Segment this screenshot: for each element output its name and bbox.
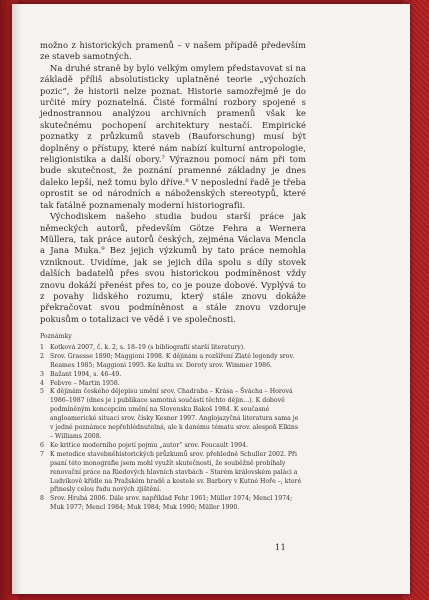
note-number: 1 (40, 343, 44, 351)
note-item (40, 442, 302, 451)
note-item (40, 344, 302, 353)
note-item (40, 371, 302, 380)
notes-list (40, 344, 302, 513)
note-number: 3 (40, 370, 44, 378)
note-number: 5 (40, 388, 44, 396)
note-text: Srov. Graesse 1890; Maggioni 1998. K dějinám a rozšíření Zlaté legendy srov. Reames 1985; Maggioni 1995. Ke kultu sv. Doroty srov. Wimmer 1986. (50, 352, 295, 369)
main-text (40, 40, 306, 325)
page-number: 11 (275, 543, 287, 552)
note-item (40, 451, 302, 496)
note-text: Kotková 2007, č. k. 2, s. 18–19 (s bibliografií starší literatury). (50, 343, 246, 351)
notes-heading: Poznámky (40, 333, 72, 340)
note-text: Febvre – Martin 1958. (50, 379, 120, 387)
note-number: 7 (40, 450, 44, 458)
footnotes (40, 333, 302, 513)
note-number: 6 (40, 441, 44, 449)
note-text: K dějinám českého dějepisu umění srov. Chadraba – Krása – Švácha – Horová 1986–1987 (dnes je i publikace samotná součástí těchto dějin…). K dobově podmíněným koncepcím umění na Slovensku Bakoš 1984. K současné angloamerické situaci srov. čísky Kesner 1997. Anglojazyčná literatura sama je v jedné poznámce nepřehlédnutelná, ale k danému tématu srov. alespoň Elkins – Williams 2008. (50, 388, 299, 440)
paragraph-3: Východiskem našeho studia budou starší práce jak německých autorů, především Götze Fehra a Wernera Müllera, tak práce autorů českých, zejména Václava Mencla a Jana Muka.⁹ Bez jejich výzkumů by tato práce nemohla vzniknout. Uvidíme, jak se jejich díla spolu s díly stovek dalších badatelů přes svou historickou podmíněnost vždy znovu dokáží přenést přes to, co je pouze dobové. Vyplývá to z povahy lidského rozumu, který stále znovu dokáže překračovat svou podmíněnost a stále znovu vzdoruje pokusům o totalizaci ve vědě i ve společnosti. (40, 211, 306, 324)
note-text: Srov. Hrubá 2006. Dále srov. například Fehr 1961; Müller 1974; Mencl 1974; Muk 1977; Mencl 1984; Muk 1984; Muk 1990; Müller 1990. (50, 495, 293, 512)
note-number: 8 (40, 495, 44, 503)
note-number: 2 (40, 352, 44, 360)
note-text: K metodice stavebněhistorických průzkumů srov. přehledně Schuller 2002. Při psaní této monografie jsem mohl využít skutečnosti, že souběžně probíhaly renovační práce na Riedových hlavních stavbách – Starém královském paláci a Ludvíkově křídle na Pražském hradě a kostele sv. Barbory v Kutné Hoře –, které přinesly celou řadu nových zjištění. (50, 450, 302, 494)
note-item (40, 495, 302, 513)
note-item (40, 353, 302, 371)
note-item (40, 388, 302, 441)
note-number: 4 (40, 379, 44, 387)
paragraph-2: Na druhé straně by bylo velkým omylem představovat si na základě příliš absolutisticky uplatněné teorie „výchozích pozic“, že historii nelze poznat. Historie samozřejmě je do určité míry poznatelná. Čisté formální rozbory spojené s jednostrannou analýzou archivních pramenů však ke skutečnému pochopení architektury nestačí. Empirické poznatky z průzkumů staveb (Bauforschung) musí být doplněny o přístupy, které nám nabízí kulturní antropologie, religionistika a další obory.⁷ Výraznou pomocí nám při tom bude skutečnost, že poznání pramenné základny je dnes daleko lepší, než tomu bylo dříve.⁸ V neposlední řadě je třeba oprostit se od národních a náboženských stereotypů, které tak fatálně poznamenaly moderní historiografii. (40, 62, 306, 210)
book-page (12, 4, 410, 594)
note-text: Bažant 1994, s. 46–49. (50, 370, 122, 378)
paragraph-1: možno z historických pramenů – v našem případě především ze staveb samotných. (40, 40, 306, 62)
note-text: Ke kritice moderního pojetí pojmu „autor“ srov. Foucault 1994. (50, 441, 248, 449)
